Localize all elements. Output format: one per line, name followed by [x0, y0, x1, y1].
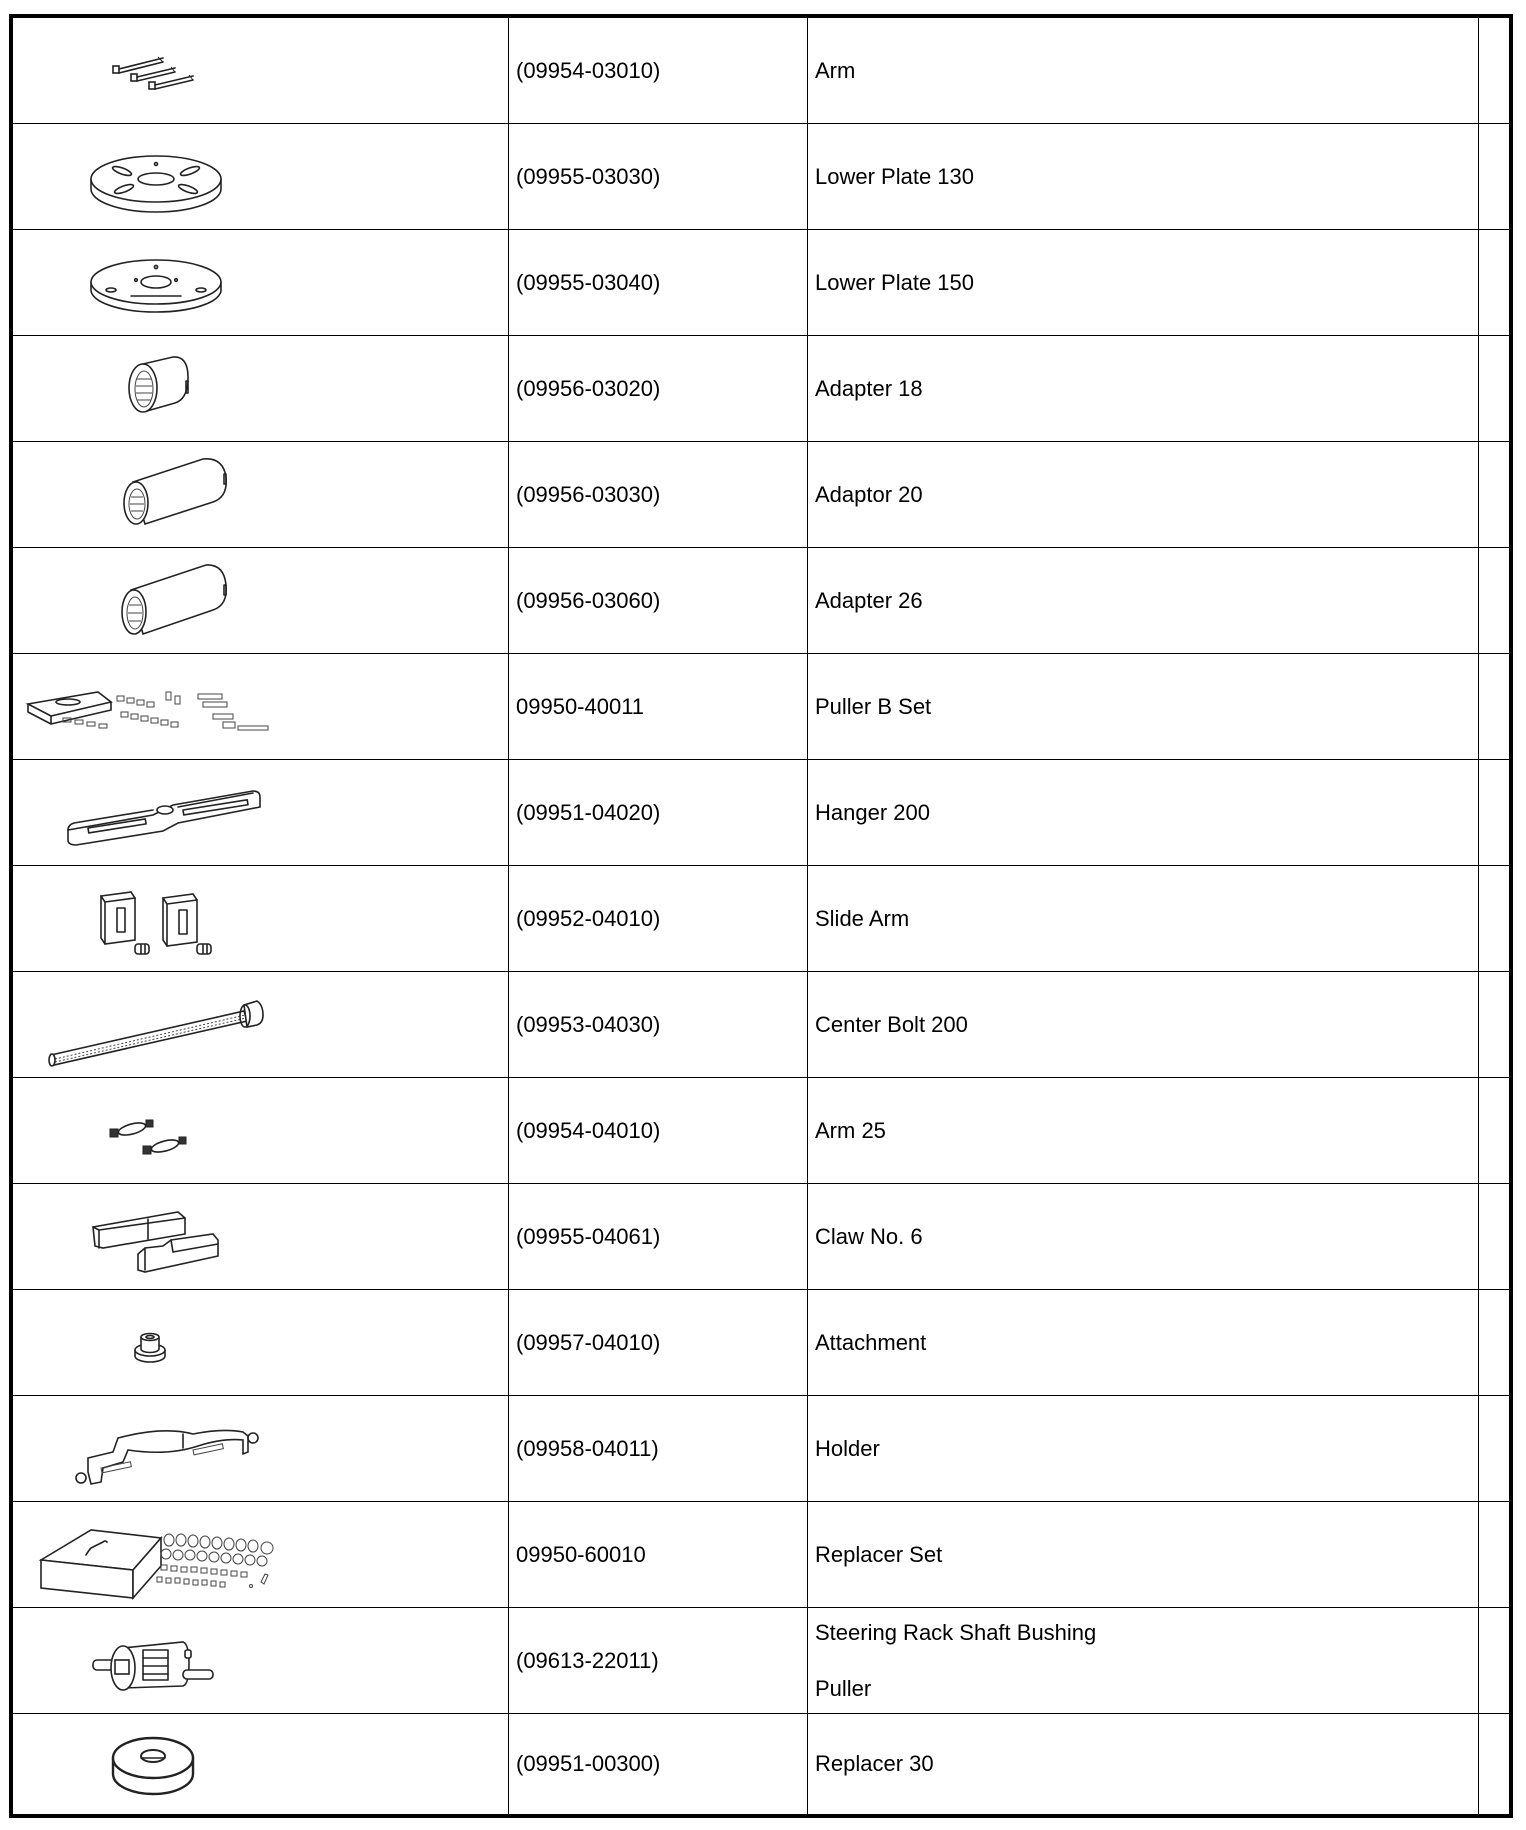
tool-name: Hanger 200	[815, 799, 930, 825]
tool-image-cell	[13, 1502, 509, 1607]
part-number: 09950-40011	[516, 693, 645, 719]
tool-image-cell	[13, 866, 509, 971]
special-tools-table	[9, 14, 1513, 1818]
tool-name-cell	[808, 1078, 1479, 1183]
tool-name: Lower Plate 150	[815, 269, 974, 295]
tool-image-cell	[13, 124, 509, 229]
tool-name-cell	[808, 336, 1479, 441]
part-number: (09955-03030)	[516, 163, 661, 189]
part-number-cell	[509, 336, 808, 441]
part-number: (09958-04011)	[516, 1435, 659, 1461]
blank-cell	[1479, 1290, 1509, 1395]
table-row	[13, 1714, 1509, 1814]
lower-plate-130-icon	[13, 124, 509, 230]
tool-name: Puller B Set	[815, 693, 932, 719]
tool-name: Replacer Set	[815, 1541, 943, 1567]
tool-name-cell	[808, 18, 1479, 123]
part-number: (09613-22011)	[516, 1647, 659, 1673]
tool-name-cell	[808, 1290, 1479, 1395]
table-row	[13, 124, 1509, 230]
blank-cell	[1479, 972, 1509, 1077]
part-number: (09951-04020)	[516, 799, 661, 825]
replacer-set-icon	[13, 1502, 509, 1608]
holder-icon	[13, 1396, 509, 1502]
tool-name: Claw No. 6	[815, 1223, 923, 1249]
tool-name-cell	[808, 1502, 1479, 1607]
part-number-cell	[509, 442, 808, 547]
tool-name-line-2: Puller	[815, 1675, 872, 1701]
tool-name-cell	[808, 654, 1479, 759]
part-number-cell	[509, 1184, 808, 1289]
part-number: (09954-04010)	[516, 1117, 661, 1143]
blank-cell	[1479, 866, 1509, 971]
part-number-cell	[509, 1608, 808, 1713]
bushing-puller-icon	[13, 1608, 509, 1714]
lower-plate-150-icon	[13, 230, 509, 336]
table-row	[13, 18, 1509, 124]
tool-name: Arm	[815, 57, 856, 83]
part-number: (09956-03060)	[516, 587, 661, 613]
tool-image-cell	[13, 1608, 509, 1713]
arm-bolts-icon	[13, 18, 509, 124]
tool-name	[815, 1605, 1096, 1717]
part-number-cell	[509, 124, 808, 229]
table-row	[13, 760, 1509, 866]
tool-image-cell	[13, 1714, 509, 1814]
tool-name-cell	[808, 230, 1479, 335]
part-number: 09950-60010	[516, 1541, 646, 1567]
tool-image-cell	[13, 230, 509, 335]
tool-image-cell	[13, 1184, 509, 1289]
part-number-cell	[509, 1078, 808, 1183]
tool-name: Adaptor 20	[815, 481, 923, 507]
blank-cell	[1479, 1184, 1509, 1289]
part-number-cell	[509, 548, 808, 653]
tool-name-cell	[808, 124, 1479, 229]
table-row	[13, 1502, 1509, 1608]
tool-name-cell	[808, 1714, 1479, 1814]
tool-name: Holder	[815, 1435, 880, 1461]
part-number-cell	[509, 972, 808, 1077]
tool-image-cell	[13, 654, 509, 759]
tool-name-line-1: Steering Rack Shaft Bushing	[815, 1619, 1097, 1645]
slide-arm-icon	[13, 866, 509, 972]
replacer-30-icon	[13, 1714, 509, 1814]
table-row	[13, 1290, 1509, 1396]
tool-image-cell	[13, 760, 509, 865]
table-row	[13, 548, 1509, 654]
tool-name: Adapter 26	[815, 587, 923, 613]
part-number-cell	[509, 866, 808, 971]
blank-cell	[1479, 336, 1509, 441]
tool-name: Center Bolt 200	[815, 1011, 968, 1037]
table-row	[13, 1396, 1509, 1502]
part-number-cell	[509, 1714, 808, 1814]
part-number: (09956-03020)	[516, 375, 661, 401]
tool-name: Replacer 30	[815, 1751, 934, 1776]
blank-cell	[1479, 1396, 1509, 1501]
table-row	[13, 230, 1509, 336]
tool-name: Slide Arm	[815, 905, 910, 931]
table-row	[13, 972, 1509, 1078]
tool-name: Lower Plate 130	[815, 163, 974, 189]
blank-cell	[1479, 18, 1509, 123]
part-number-cell	[509, 760, 808, 865]
tool-name-cell	[808, 1184, 1479, 1289]
part-number: (09955-03040)	[516, 269, 661, 295]
part-number: (09955-04061)	[516, 1223, 661, 1249]
blank-cell	[1479, 1078, 1509, 1183]
part-number-cell	[509, 654, 808, 759]
tool-image-cell	[13, 1396, 509, 1501]
tool-image-cell	[13, 1078, 509, 1183]
blank-cell	[1479, 760, 1509, 865]
part-number-cell	[509, 1290, 808, 1395]
tool-name-cell	[808, 760, 1479, 865]
attachment-icon	[13, 1290, 509, 1396]
table-row	[13, 1078, 1509, 1184]
center-bolt-icon	[13, 972, 509, 1078]
tool-name: Arm 25	[815, 1117, 886, 1143]
blank-cell	[1479, 1608, 1509, 1713]
tool-image-cell	[13, 972, 509, 1077]
blank-cell	[1479, 654, 1509, 759]
table-row	[13, 442, 1509, 548]
blank-cell	[1479, 442, 1509, 547]
tool-image-cell	[13, 548, 509, 653]
tool-name-cell	[808, 1396, 1479, 1501]
arm-25-icon	[13, 1078, 509, 1184]
tool-image-cell	[13, 18, 509, 123]
part-number: (09957-04010)	[516, 1329, 661, 1355]
claw-icon	[13, 1184, 509, 1290]
tool-name-cell	[808, 1608, 1479, 1713]
table-row	[13, 1608, 1509, 1714]
blank-cell	[1479, 548, 1509, 653]
tool-name: Adapter 18	[815, 375, 923, 401]
table-row	[13, 336, 1509, 442]
tool-name: Attachment	[815, 1329, 927, 1355]
blank-cell	[1479, 230, 1509, 335]
table-row	[13, 1184, 1509, 1290]
puller-b-set-icon	[13, 654, 509, 760]
part-number: (09953-04030)	[516, 1011, 661, 1037]
part-number: (09954-03010)	[516, 57, 661, 83]
table-row	[13, 654, 1509, 760]
part-number: (09956-03030)	[516, 481, 661, 507]
part-number-cell	[509, 18, 808, 123]
part-number-cell	[509, 1396, 808, 1501]
part-number-cell	[509, 1502, 808, 1607]
tool-name-cell	[808, 972, 1479, 1077]
tool-name-cell	[808, 442, 1479, 547]
tool-name-cell	[808, 548, 1479, 653]
adapter-18-icon	[13, 336, 509, 442]
tool-image-cell	[13, 336, 509, 441]
part-number: (09951-00300)	[516, 1751, 661, 1776]
adapter-26-icon	[13, 548, 509, 654]
part-number: (09952-04010)	[516, 905, 661, 931]
blank-cell	[1479, 1502, 1509, 1607]
table-row	[13, 866, 1509, 972]
blank-cell	[1479, 124, 1509, 229]
tool-image-cell	[13, 1290, 509, 1395]
part-number-cell	[509, 230, 808, 335]
tool-image-cell	[13, 442, 509, 547]
adaptor-20-icon	[13, 442, 509, 548]
blank-cell	[1479, 1714, 1509, 1814]
tool-name-cell	[808, 866, 1479, 971]
hanger-icon	[13, 760, 509, 866]
